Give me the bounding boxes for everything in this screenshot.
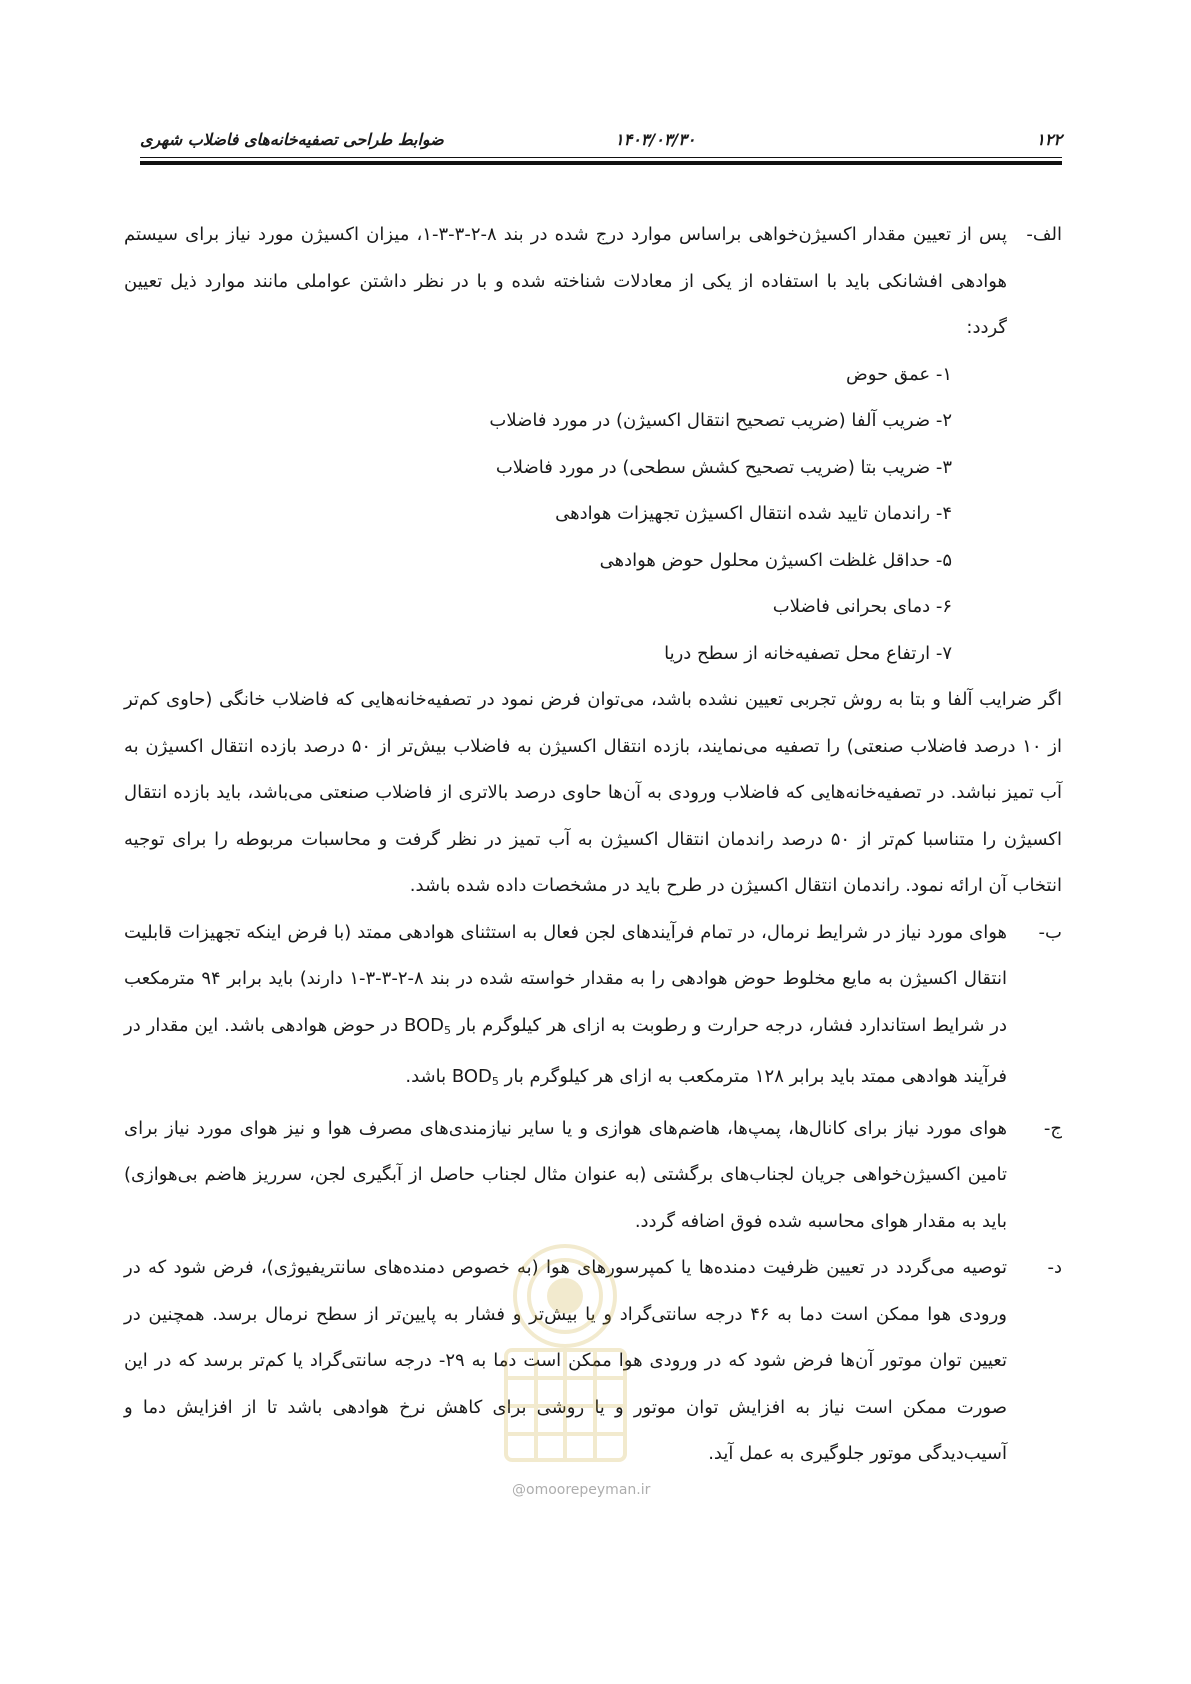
section-b-label: ب- [1038,921,1062,943]
header-rule-thick [140,161,1062,165]
section-a [124,212,1062,677]
list-item: ۲- ضریب آلفا (ضریب تصحیح انتقال اکسیژن) در مورد فاضلاب [489,410,952,431]
bod-term [404,1015,451,1036]
section-c-label: ج- [1043,1117,1062,1139]
list-item: ۳- ضریب بتا (ضریب تصحیح کشش سطحی) در مورد فاضلاب [495,456,952,478]
page-number: ۱۲۲ [1036,130,1062,149]
list-item: ۶- دمای بحرانی فاضلاب [772,596,952,617]
header-title: ضوابط طراحی تصفیه‌خانه‌های فاضلاب شهری [140,130,444,149]
section-d-text: توصیه می‌گردد در تعیین ظرفیت دمنده‌ها یا کمپرسورهای هوا (به خصوص دمنده‌های سانتریفیوژی)، فرض شود که در ورودی هوا ممکن است دما به ۴۶ درجه سانتی‌گراد و یا بیش‌تر و فشار به پایین‌تر از سطح نرمال برسد. همچنین در تعیین توان موتور آن‌ها فرض شود که در ورودی هوا ممکن است دما به ۲۹- درجه سانتی‌گراد یا کم‌تر برسد که در این صورت ممکن است نیاز به افزایش توان موتور و یا روشی برای کاهش نرخ هوادهی باشد تا از افزایش دما و آسیب‌دیدگی موتور جلوگیری به عمل آید. [124,1257,1007,1464]
section-b-text-2: در حوض هوادهی باشد. این مقدار در فرآیند هوادهی ممتد باید برابر ۱۲۸ مترمکعب به ازای هر کیلوگرم بار [124,1014,1007,1087]
list-item: ۵- حداقل غلظت اکسیژن محلول حوض هوادهی [599,549,952,571]
watermark-logo-icon [478,1238,653,1473]
watermark-text: @omoorepeyman.ir [512,1482,651,1498]
header-rule-thin [140,157,1062,158]
page-header [140,128,1062,152]
bod-label: BOD [451,1066,492,1087]
section-b [124,910,1062,1106]
list-item: ۱- عمق حوض [846,363,952,385]
section-d-label: د- [1047,1257,1062,1278]
section-c [124,1106,1062,1246]
list-item: ۷- ارتفاع محل تصفیه‌خانه از سطح دریا [664,642,952,664]
section-b-text [124,910,1007,1106]
header-date: ۱۴۰۳/۰۳/۳۰ [615,130,696,149]
bod-subscript: 5 [491,1075,499,1088]
section-a-intro: پس از تعیین مقدار اکسیژن‌خواهی براساس موارد درج شده در بند ۸-۲-۳-۳-۱، میزان اکسیژن مورد نیاز برای سیستم هوادهی افشانکی باید با استفاده از یکی از معادلات شناخته شده و با در نظر داشتن عواملی مانند موارد ذیل تعیین گردد: [124,224,1008,338]
bod-term [452,1066,499,1087]
list-item: ۴- راندمان تایید شده انتقال اکسیژن تجهیزات هوادهی [555,503,952,524]
section-c-text: هوای مورد نیاز برای کانال‌ها، پمپ‌ها، هاضم‌های هوازی و یا سایر نیازمندی‌های مصرف هوا و نیز هوای مورد نیاز برای تامین اکسیژن‌خواهی جریان لجناب‌های برگشتی (به عنوان مثال لجناب حاصل از آبگیری لجن، سرریز هاضم بی‌هوازی) باید به مقدار هوای محاسبه شده فوق اضافه گردد. [124,1117,1007,1232]
bod-subscript: 5 [444,1023,452,1037]
section-a-label: الف- [1026,224,1062,245]
section-b-text-3: باشد. [405,1066,447,1087]
section-b-text-1: هوای مورد نیاز در شرایط نرمال، در تمام فرآیندهای لجن فعال به استثنای هوادهی ممتد (با فرض اینکه تجهیزات قابلیت انتقال اکسیژن به مایع مخلوط حوض هوادهی را به مقدار خواسته شده در بند ۸-۲-۳-۳-۱ دارند) باید برابر ۹۴ مترمکعب در شرایط استاندارد فشار، درجه حرارت و رطوبت به ازای هر کیلوگرم بار [124,921,1007,1036]
bod-label: BOD [403,1014,445,1036]
section-a-paragraph: اگر ضرایب آلفا و بتا به روش تجربی تعیین نشده باشد، می‌توان فرض نمود در تصفیه‌خانه‌هایی که فاضلاب خانگی (حاوی کم‌تر از ۱۰ درصد فاضلاب صنعتی) را تصفیه می‌نمایند، بازده انتقال اکسیژن به فاضلاب بیش‌تر از ۵۰ درصد بازده انتقال اکسیژن به آب تمیز نباشد. در تصفیه‌خانه‌هایی که فاضلاب ورودی به آن‌ها حاوی درصد بالاتری از فاضلاب صنعتی می‌باشد، باید بازده انتقال اکسیژن را متناسبا کم‌تر از ۵۰ درصد راندمان انتقال اکسیژن به آب تمیز در نظر گرفت و محاسبات مربوطه را برای توجیه انتخاب آن ارائه نمود. راندمان انتقال اکسیژن در طرح باید در مشخصات داده شده باشد. [124,689,1062,896]
